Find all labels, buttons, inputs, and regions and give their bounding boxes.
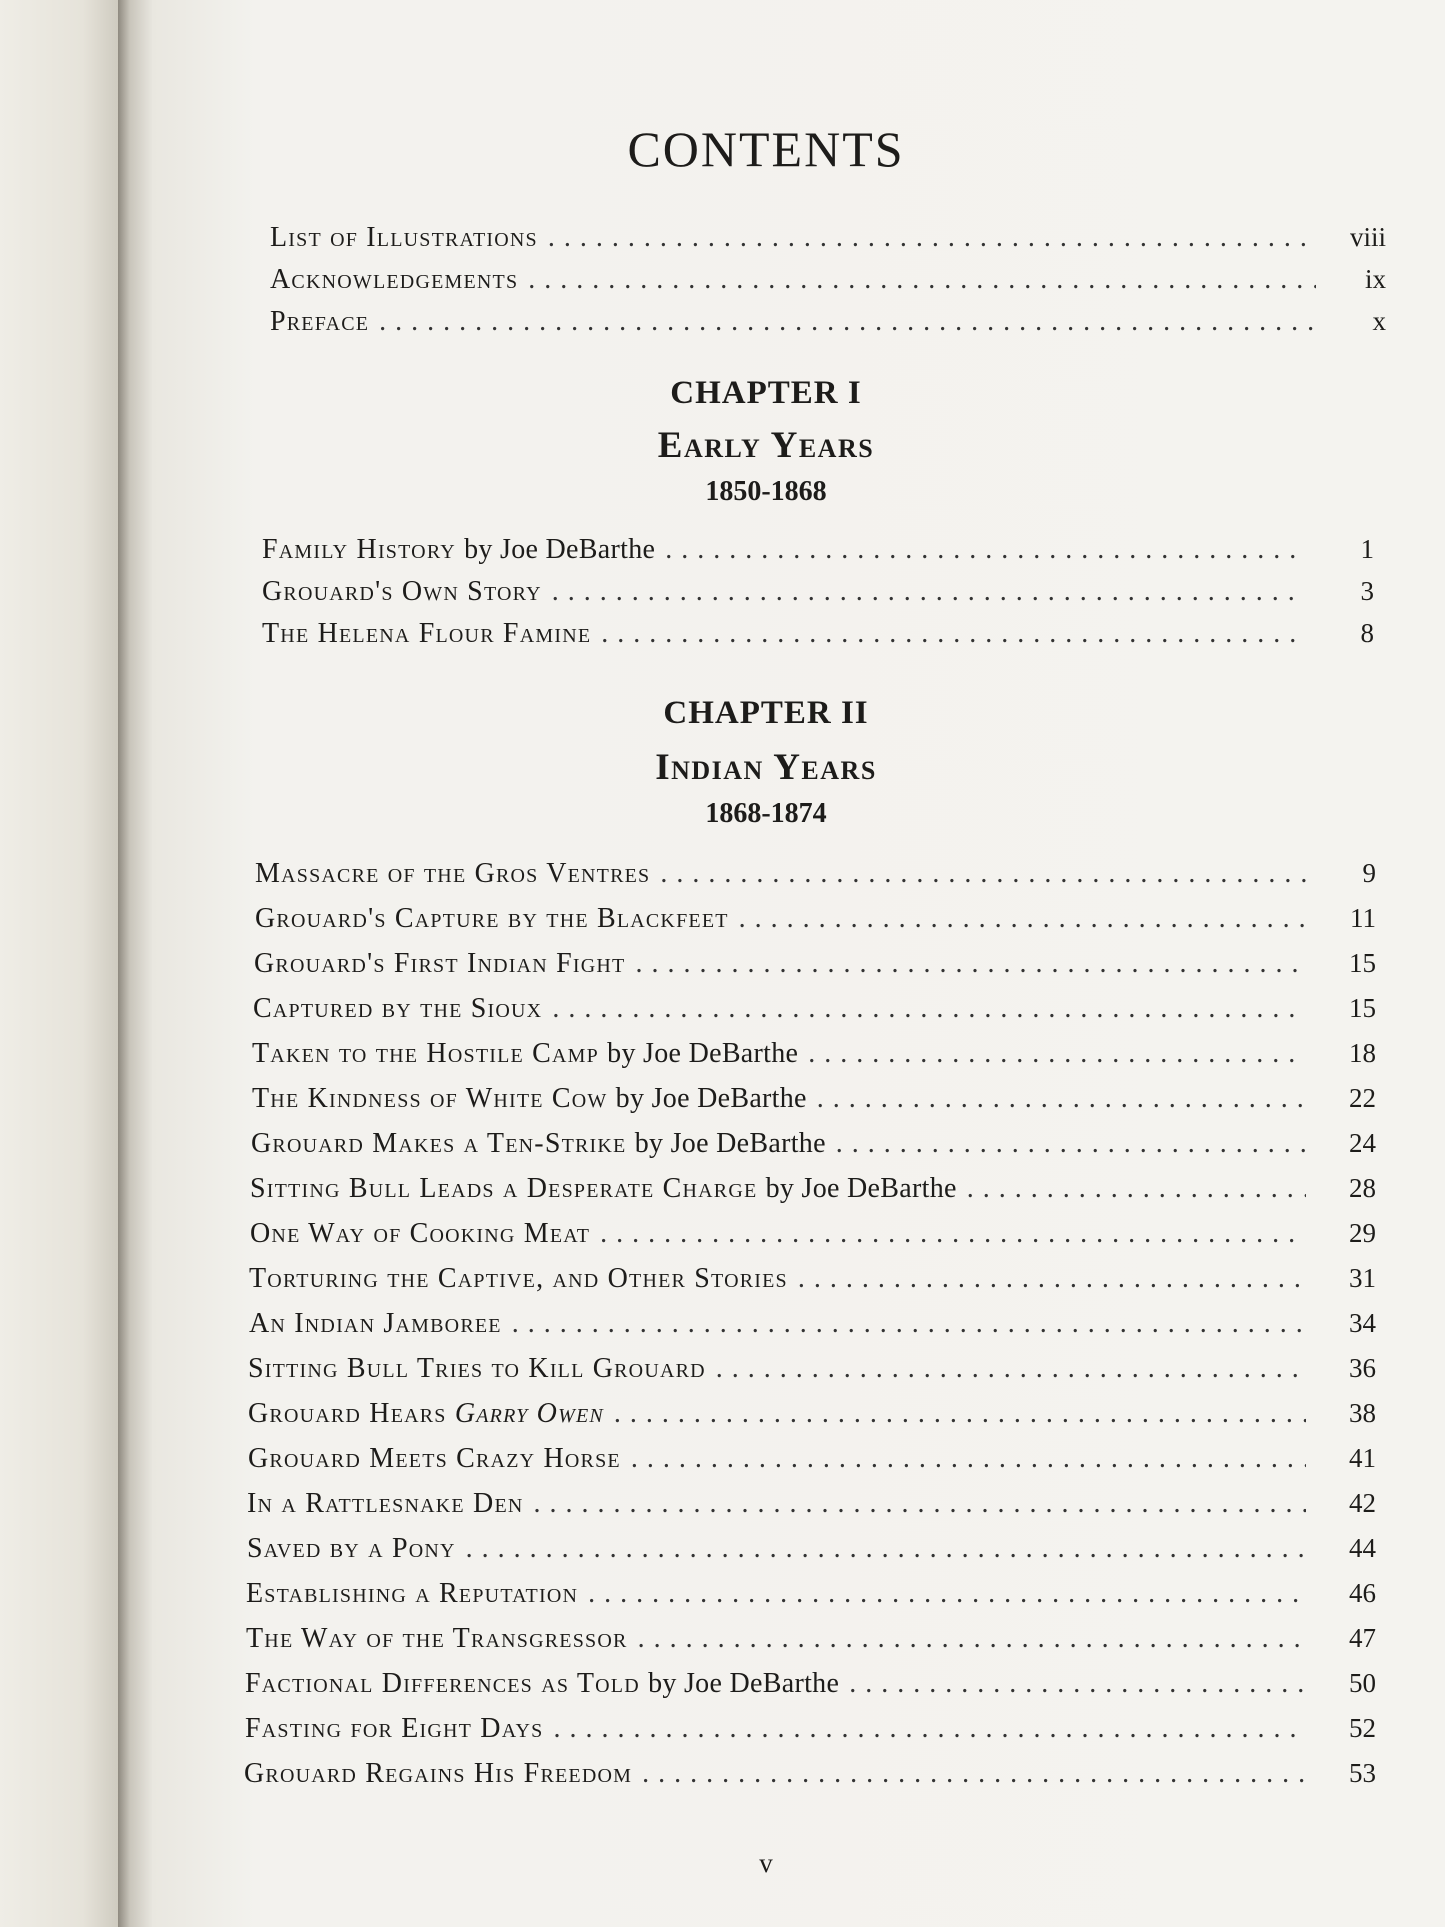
chapter-years: 1868-1874 [705, 798, 827, 829]
toc-entry-label: The Helena Flour Famine [262, 618, 592, 649]
toc-entry [245, 1713, 1376, 1745]
leader-dots [716, 1353, 1306, 1385]
toc-entry-label: The Kindness of White Cow by Joe DeBarthe [252, 1083, 807, 1114]
toc-entry [248, 1443, 1376, 1475]
leader-dots [548, 222, 1316, 254]
toc-entry-byline: by Joe DeBarthe [615, 1083, 807, 1114]
toc-entry-page: 38 [1349, 1398, 1376, 1428]
toc-entry [270, 222, 1386, 254]
toc-entry-page: 42 [1349, 1488, 1376, 1518]
toc-entry-page: 34 [1349, 1308, 1376, 1338]
toc-entry [245, 1668, 1376, 1700]
page-number: v [759, 1848, 773, 1878]
toc-entry [255, 858, 1376, 890]
toc-entry-label: Grouard Makes a Ten-Strike by Joe DeBarthe [251, 1128, 826, 1159]
toc-entry [249, 1263, 1376, 1295]
toc-entry-page: 50 [1349, 1668, 1376, 1698]
toc-entry-label: The Way of the Transgressor [246, 1623, 628, 1654]
leader-dots [379, 306, 1316, 338]
leader-dots [588, 1578, 1306, 1610]
leader-dots [808, 1038, 1306, 1070]
toc-entry-page: 29 [1349, 1218, 1376, 1248]
toc-entry [262, 534, 1374, 566]
chapter-title: Early Years [657, 425, 875, 466]
leader-dots [512, 1308, 1306, 1340]
leader-dots [601, 618, 1304, 650]
toc-entry-label: Acknowledgements [270, 264, 519, 295]
toc-entry-label: Preface [270, 306, 370, 337]
toc-entry-byline: by Joe DeBarthe [607, 1038, 799, 1069]
toc-entry-label: Massacre of the Gros Ventres [255, 858, 651, 889]
toc-entry-page: 46 [1349, 1578, 1376, 1608]
toc-entry-byline: by Joe DeBarthe [634, 1128, 826, 1159]
chapter-number: CHAPTER I [670, 375, 862, 411]
toc-entry-page: 47 [1349, 1623, 1376, 1653]
toc-entry-page: 1 [1360, 534, 1374, 564]
toc-entry-label: One Way of Cooking Meat [250, 1218, 591, 1249]
toc-entry-label: Family History by Joe DeBarthe [262, 534, 656, 565]
toc-entry [252, 1038, 1376, 1070]
toc-entry-page: 15 [1349, 948, 1376, 978]
leader-dots [660, 858, 1306, 890]
toc-entry-byline: by Joe DeBarthe [765, 1173, 957, 1204]
toc-entry [252, 1083, 1376, 1115]
leader-dots [534, 1488, 1306, 1520]
toc-entry-page: 8 [1360, 618, 1374, 648]
toc-entry-label: Grouard's Capture by the Blackfeet [255, 903, 729, 934]
toc-entry-label: Grouard Meets Crazy Horse [248, 1443, 621, 1474]
chapter-title: Indian Years [655, 747, 877, 788]
toc-entry [247, 1533, 1376, 1565]
toc-entry-page: viii [1349, 222, 1386, 252]
toc-entry-label: Grouard Hears Garry Owen [248, 1398, 604, 1429]
toc-entry-page: 24 [1349, 1128, 1376, 1158]
toc-entry [244, 1758, 1376, 1790]
toc-entry [249, 1308, 1376, 1340]
toc-entry-page: 53 [1349, 1758, 1376, 1788]
toc-entry [270, 264, 1386, 296]
leader-dots [665, 534, 1304, 566]
toc-entry [262, 576, 1374, 608]
toc-entry-label: Sitting Bull Tries to Kill Grouard [248, 1353, 706, 1384]
toc-entry [248, 1353, 1376, 1385]
toc-entry-label: List of Illustrations [270, 222, 538, 253]
toc-entry [246, 1623, 1376, 1655]
leader-dots [638, 1623, 1306, 1655]
toc-entry-italic-title: Garry Owen [454, 1398, 604, 1429]
toc-entry-page: 36 [1349, 1353, 1376, 1383]
toc-entry-label: An Indian Jamboree [249, 1308, 502, 1339]
chapter-years: 1850-1868 [705, 476, 827, 507]
leader-dots [967, 1173, 1306, 1205]
toc-entry-byline: by Joe DeBarthe [464, 534, 656, 565]
page-title: CONTENTS [627, 121, 905, 177]
leader-dots [553, 1713, 1306, 1745]
chapter-number: CHAPTER II [663, 695, 869, 731]
toc-entry-label: Captured by the Sioux [253, 993, 543, 1024]
toc-entry-page: 15 [1349, 993, 1376, 1023]
leader-dots [635, 948, 1306, 980]
leader-dots [642, 1758, 1306, 1790]
leader-dots [614, 1398, 1306, 1430]
toc-entry-label: Factional Differences as Told by Joe DeBarthe [245, 1668, 840, 1699]
toc-entry [255, 903, 1376, 935]
leader-dots [552, 993, 1306, 1025]
contents-page [152, 0, 1445, 1927]
toc-entry-label: Saved by a Pony [247, 1533, 456, 1564]
toc-entry [250, 1173, 1376, 1205]
leader-dots [600, 1218, 1306, 1250]
toc-entry [253, 993, 1376, 1025]
toc-entry [262, 618, 1374, 650]
toc-entry [247, 1488, 1376, 1520]
leader-dots [836, 1128, 1306, 1160]
leader-dots [817, 1083, 1306, 1115]
toc-entry-label: Grouard's First Indian Fight [254, 948, 626, 979]
toc-entry-byline: by Joe DeBarthe [648, 1668, 840, 1699]
toc-entry-label: Sitting Bull Leads a Desperate Charge by Joe DeBarthe [250, 1173, 957, 1204]
toc-entry [250, 1218, 1376, 1250]
toc-entry-page: 22 [1349, 1083, 1376, 1113]
toc-entry-label: Fasting for Eight Days [245, 1713, 544, 1744]
leader-dots [466, 1533, 1306, 1565]
toc-entry-label: In a Rattlesnake Den [247, 1488, 524, 1519]
toc-entry [248, 1398, 1376, 1430]
toc-entry-page: 31 [1349, 1263, 1376, 1293]
leader-dots [552, 576, 1304, 608]
toc-entry-page: 9 [1362, 858, 1376, 888]
toc-entry-page: ix [1364, 264, 1386, 294]
toc-entry-page: 11 [1350, 903, 1376, 933]
toc-entry [254, 948, 1376, 980]
toc-entry-label: Torturing the Captive, and Other Stories [249, 1263, 788, 1294]
toc-entry-page: 52 [1349, 1713, 1376, 1743]
toc-entry [251, 1128, 1376, 1160]
toc-entry-label: Taken to the Hostile Camp by Joe DeBarthe [252, 1038, 799, 1069]
facing-page [0, 0, 118, 1927]
toc-entry-label: Grouard's Own Story [262, 576, 542, 607]
leader-dots [849, 1668, 1306, 1700]
toc-entry [246, 1578, 1376, 1610]
toc-entry-label: Establishing a Reputation [246, 1578, 579, 1609]
book-gutter [118, 0, 152, 1927]
toc-entry-page: x [1372, 306, 1386, 336]
leader-dots [631, 1443, 1306, 1475]
leader-dots [528, 264, 1316, 296]
toc-entry-page: 3 [1360, 576, 1374, 606]
leader-dots [739, 903, 1306, 935]
toc-entry [270, 306, 1386, 338]
toc-entry-page: 41 [1349, 1443, 1376, 1473]
toc-entry-page: 44 [1349, 1533, 1376, 1563]
toc-entry-label: Grouard Regains His Freedom [244, 1758, 633, 1789]
toc-entry-page: 28 [1349, 1173, 1376, 1203]
leader-dots [798, 1263, 1306, 1295]
toc-entry-page: 18 [1349, 1038, 1376, 1068]
